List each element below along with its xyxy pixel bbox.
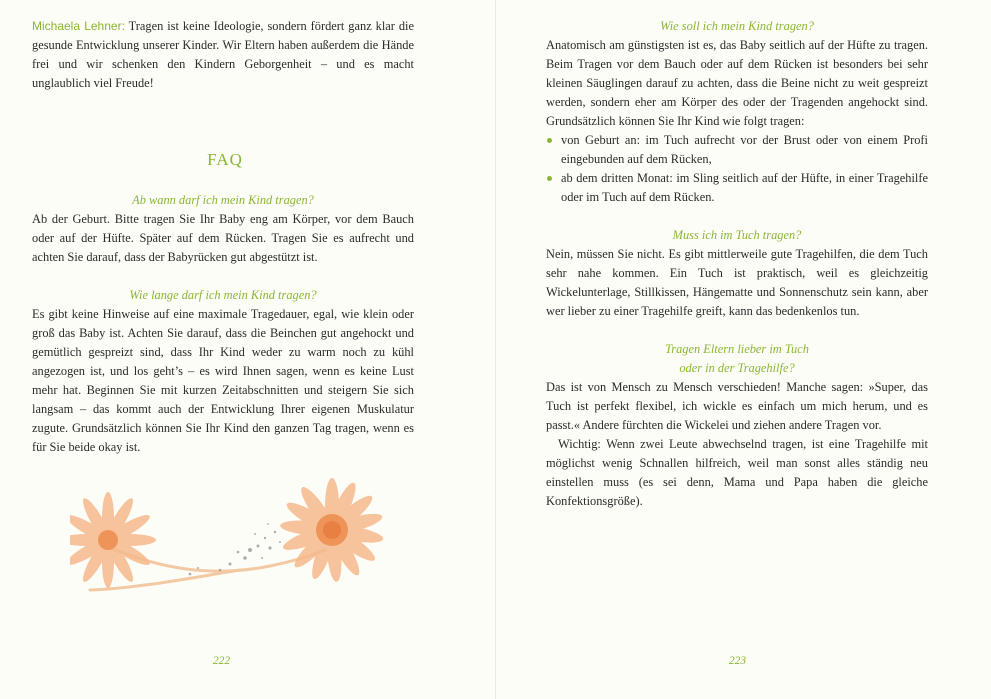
bullet-dot-icon	[547, 176, 552, 181]
page-number-left: 222	[212, 655, 231, 667]
intro-paragraph	[32, 17, 414, 93]
list-item: von Geburt an: im Tuch aufrecht vor der Brust oder von einem Profi eingebunden auf dem Rücken,	[546, 131, 928, 169]
list-item: ab dem dritten Monat: im Sling seitlich auf der Hüfte, in einer Tragehilfe oder im Tuch auf dem Rücken.	[546, 169, 928, 207]
watercolor-flowers-illustration	[70, 478, 390, 618]
faq-heading: FAQ	[207, 150, 243, 169]
faq-section-left	[32, 191, 414, 457]
answer-paragraph: Wichtig: Wenn zwei Leute abwechselnd tragen, ist eine Tragehilfe mit möglichst wenig Schnallen hilfreich, weil man sonst alles ständig neu einstellen muss (es sei denn, Mama und Papa haben die gleiche Konfektionsgröße).	[546, 437, 928, 508]
flower-right	[280, 478, 385, 582]
answer-paragraph: Es gibt keine Hinweise auf eine maximale Tragedauer, egal, wie klein oder groß das Baby ist. Achten Sie darauf, dass die Beinchen gut angehockt und gemütlich gespreizt sind, dass Ihr Kind weder zu warm noch zu kühl angezogen ist, und los geht’s – es wird Ihnen sagen, wenn es keine Lust mehr hat. Beginnen Sie mit kurzen Zeitabschnitten und steigern Sie sich langsam – das kommt auch der Entwicklung Ihrer eigenen Muskulatur zugute. Grundsätzlich können Sie Ihr Kind den ganzen Tag tragen, wenn es für Sie beide okay ist.	[32, 307, 414, 454]
page-number-right: 223	[728, 655, 747, 667]
question-heading: Wie lange darf ich mein Kind tragen?	[129, 288, 317, 302]
faq-section-right	[546, 17, 928, 511]
flower-left	[70, 492, 156, 588]
answer-paragraph: Anatomisch am günstigsten ist es, das Baby seitlich auf der Hüfte zu tragen. Beim Tragen vor dem Bauch oder auf dem Rücken ist besonders bei sehr kleinen Säuglingen darauf zu achten, dass die Beine nicht zu weit gespreizt werden, sondern eher am Körper des oder der Tragenden angehockt sind. Grundsätzlich können Sie Ihr Kind wie folgt tragen:	[546, 38, 928, 128]
question-heading: Wie soll ich mein Kind tragen?	[660, 19, 814, 33]
question-heading: Muss ich im Tuch tragen?	[672, 228, 802, 242]
bullet-dot-icon	[547, 138, 552, 143]
answer-paragraph: Das ist von Mensch zu Mensch verschieden! Manche sagen: »Super, das Tuch ist perfekt flexibel, ich wickle es einfach um mich herum, und es passt.« Andere fürchten die Wickelei und ziehen andere Tragen vor.	[546, 380, 928, 432]
right-page	[496, 0, 991, 699]
question-heading: Tragen Eltern lieber im Tuch oder in der Tragehilfe?	[665, 342, 809, 375]
question-heading: Ab wann darf ich mein Kind tragen?	[132, 193, 314, 207]
left-page	[0, 0, 495, 699]
answer-paragraph: Nein, müssen Sie nicht. Es gibt mittlerweile gute Tragehilfen, die dem Tuch sehr nahe kommen. Ein Tuch ist praktisch, weil es gleichzeitig Wickelunterlage, Stillkissen, Hängematte und Sonnenschutz sein kann, aber wer lieber zu einer Tragehilfe greift, kann das bedenkenlos tun.	[546, 247, 928, 318]
answer-paragraph: Ab der Geburt. Bitte tragen Sie Ihr Baby eng am Körper, vor dem Bauch oder auf der Hüfte. Später auf dem Rücken. Tragen Sie es aufrecht und achten Sie darauf, dass der Babyrücken gut abgestützt ist.	[32, 212, 414, 264]
intro-text: Tragen ist keine Ideologie, sondern fördert ganz klar die gesunde Entwicklung unserer Kinder. Wir Eltern haben außerdem die Hände frei und wir schenken den Kindern Geborgenheit – und es macht unglaublich viel Freude!	[32, 19, 414, 90]
speaker-name: Michaela Lehner:	[32, 19, 125, 33]
bullet-list	[546, 131, 928, 207]
